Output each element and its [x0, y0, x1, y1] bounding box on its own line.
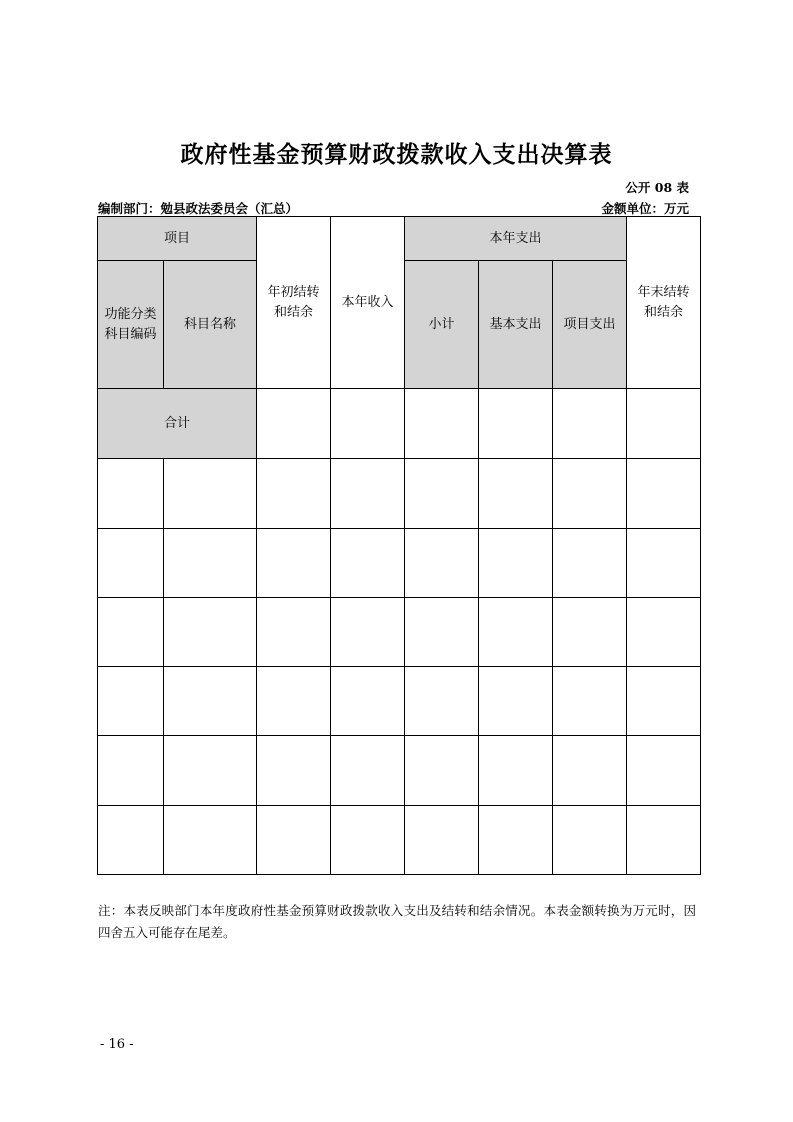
- header-subject-name: 科目名称: [164, 261, 257, 389]
- total-label: 合计: [98, 389, 257, 459]
- table-cell: [164, 806, 257, 875]
- table-cell: [331, 459, 405, 529]
- table-cell: [257, 459, 331, 529]
- table-cell: [405, 736, 479, 806]
- table-cell: [331, 598, 405, 667]
- header-func-code: 功能分类科目编码: [98, 261, 164, 389]
- table-row: [98, 736, 701, 806]
- table-cell: [553, 529, 627, 598]
- table-cell: [405, 598, 479, 667]
- table-cell: [331, 667, 405, 736]
- table-cell: [479, 459, 553, 529]
- table-cell: [479, 667, 553, 736]
- table-cell: [405, 806, 479, 875]
- header-basic: 基本支出: [479, 261, 553, 389]
- table-cell: [257, 667, 331, 736]
- header-subtotal: 小计: [405, 261, 479, 389]
- table-cell: [164, 529, 257, 598]
- table-cell: [405, 667, 479, 736]
- table-cell: [257, 529, 331, 598]
- table-cell: [553, 459, 627, 529]
- header-end-balance: 年末结转和结余: [627, 217, 701, 389]
- table-cell: [553, 736, 627, 806]
- total-cell: [405, 389, 479, 459]
- table-row: [98, 529, 701, 598]
- table-row: [98, 667, 701, 736]
- total-cell: [479, 389, 553, 459]
- header-item: 项目: [98, 217, 257, 261]
- table-cell: [627, 667, 701, 736]
- unit-label: 金额单位：万元: [601, 201, 689, 216]
- table-cell: [627, 459, 701, 529]
- table-cell: [553, 806, 627, 875]
- table-cell: [331, 529, 405, 598]
- table-cell: [405, 529, 479, 598]
- page-title: 政府性基金预算财政拨款收入支出决算表: [180, 141, 613, 168]
- header-income: 本年收入: [331, 217, 405, 389]
- total-cell: [331, 389, 405, 459]
- table-cell: [405, 459, 479, 529]
- table-cell: [98, 667, 164, 736]
- table-cell: [98, 598, 164, 667]
- total-cell: [257, 389, 331, 459]
- table-cell: [627, 529, 701, 598]
- total-cell: [553, 389, 627, 459]
- table-cell: [553, 667, 627, 736]
- budget-table: [97, 216, 701, 875]
- table-cell: [627, 806, 701, 875]
- table-cell: [164, 667, 257, 736]
- table-cell: [164, 736, 257, 806]
- header-expenditure: 本年支出: [405, 217, 627, 261]
- table-cell: [257, 806, 331, 875]
- table-cell: [98, 459, 164, 529]
- table-row: [98, 806, 701, 875]
- header-begin-balance: 年初结转和结余: [257, 217, 331, 389]
- table-cell: [164, 598, 257, 667]
- table-cell: [164, 459, 257, 529]
- table-cell: [331, 736, 405, 806]
- table-cell: [98, 736, 164, 806]
- table-cell: [257, 736, 331, 806]
- page-number: - 16 -: [100, 1037, 134, 1052]
- form-number: 公开 08 表: [625, 180, 689, 195]
- table-cell: [627, 598, 701, 667]
- department-label: 编制部门：勉县政法委员会（汇总）: [98, 201, 299, 216]
- table-cell: [98, 529, 164, 598]
- header-project: 项目支出: [553, 261, 627, 389]
- table-cell: [553, 598, 627, 667]
- table-row: [98, 459, 701, 529]
- table-cell: [479, 806, 553, 875]
- total-cell: [627, 389, 701, 459]
- table-cell: [331, 806, 405, 875]
- table-cell: [257, 598, 331, 667]
- table-cell: [98, 806, 164, 875]
- table-row: [98, 598, 701, 667]
- table-cell: [479, 529, 553, 598]
- table-cell: [479, 736, 553, 806]
- table-cell: [627, 736, 701, 806]
- total-row: [98, 389, 701, 459]
- table-cell: [479, 598, 553, 667]
- footnote: 注：本表反映部门本年度政府性基金预算财政拨款收入支出及结转和结余情况。本表金额转换为万元时，因四舍五入可能存在尾差。: [98, 903, 696, 940]
